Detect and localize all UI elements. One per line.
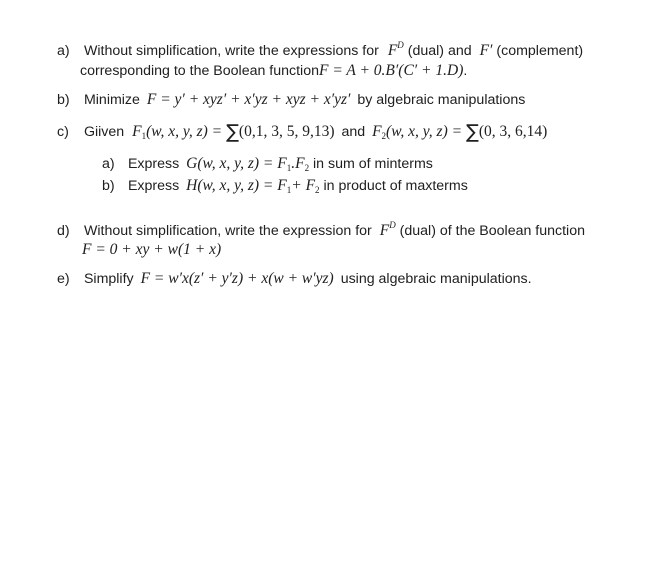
question-d-text-2: (dual) of the Boolean function (399, 223, 585, 239)
question-c-subpart-b-expression: H(w, x, y, $z) = F_1+ F_2$ (186, 177, 320, 195)
question-b-expression: F = y′ + xyz′ + x′yz + xyz + x′yz′ (146, 91, 351, 108)
question-e-text-2: using algebraic manipulations. (340, 271, 532, 287)
question-c (57, 123, 547, 145)
question-d-expression: F = 0 + xy + w(1 + x) (82, 241, 222, 258)
question-c-subpart-a (102, 155, 433, 177)
question-c-text-1: Giiven (83, 124, 125, 140)
question-a-function-expression: F = A + 0.B′(C′ + 1.D) (319, 62, 464, 79)
question-c-subpart-b (102, 177, 468, 199)
question-a-complement-symbol: F′ (479, 42, 493, 59)
question-c-label: c) (57, 124, 69, 140)
question-d-text-1: Without simplification, write the expression for (83, 223, 372, 239)
question-c-f2-minterm-set: (0, 3, 6,14) (478, 123, 548, 140)
question-d-dual-symbol: $F^D$ (379, 220, 396, 239)
question-d-line-1 (57, 216, 585, 240)
question-c-and: and (341, 124, 366, 140)
question-c-subpart-b-label: b) (102, 178, 115, 194)
question-c-subpart-a-label: a) (102, 156, 115, 172)
question-c-subpart-a-text-2: in sum of minterms (313, 156, 433, 172)
question-a-period: . (463, 63, 468, 79)
question-a-dual-symbol: $F^D$ (387, 40, 404, 59)
question-c-subpart-a-text-1: Express (127, 156, 180, 172)
question-a-text-3: (complement) (496, 43, 584, 59)
question-c-subpart-a-expression: G(w, x, y, $z) = F_1.F_2$ (186, 155, 310, 173)
question-c-subpart-b-text-2: in product of maxterms (323, 178, 468, 194)
question-d-label: d) (57, 223, 70, 239)
summation-symbol: ∑ (466, 121, 479, 143)
question-b-label: b) (57, 92, 70, 108)
question-b-text-2: by algebraic manipulations (357, 92, 526, 108)
question-a-line-2 (80, 62, 467, 80)
question-e-expression: F = w′x(z′ + y′z) + x(w + w′yz) (140, 270, 334, 287)
question-a-label: a) (57, 43, 70, 59)
question-e-label: e) (57, 271, 70, 287)
question-c-subpart-b-text-1: Express (127, 178, 180, 194)
question-c-f1-function: $F_1(w$, x, y, z) = (132, 123, 223, 141)
question-c-f2-function: $F_2(w$, x, y, z) = (372, 123, 463, 141)
question-a-line-1 (57, 36, 583, 60)
question-c-f1-minterm-set: (0,1, 3, 5, 9,13) (238, 123, 335, 140)
question-a-text-2: (dual) and (407, 43, 472, 59)
question-d-line-2 (82, 241, 221, 259)
question-b-text-1: Minimize (83, 92, 140, 108)
summation-symbol: ∑ (226, 121, 239, 143)
question-e-text-1: Simplify (83, 271, 134, 287)
question-e (57, 270, 532, 288)
question-a-text-4: corresponding to the Boolean function (80, 63, 319, 79)
question-a-text-1: Without simplification, write the expressions for (83, 43, 379, 59)
question-b (57, 91, 525, 109)
